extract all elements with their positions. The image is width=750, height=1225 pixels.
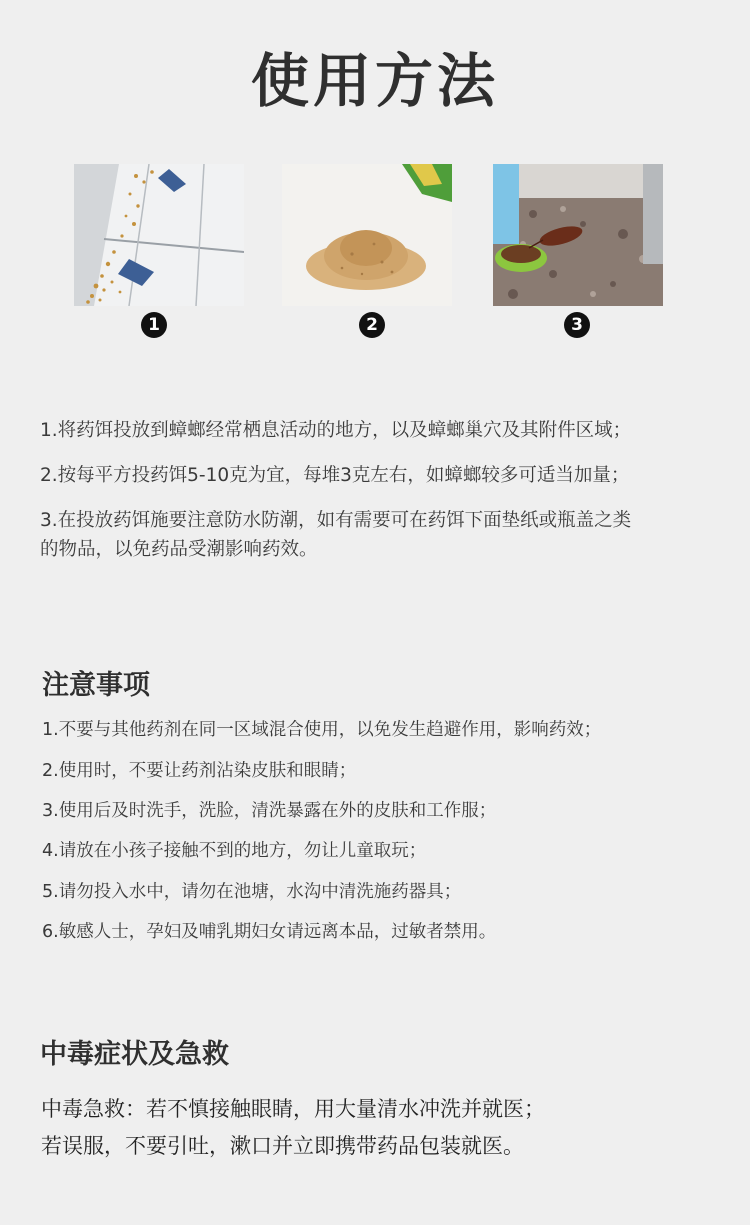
step-badge-2: 2 bbox=[359, 312, 385, 338]
usage-step-3-continued: 的物品，以免药品受潮影响药效。 bbox=[40, 539, 318, 560]
first-aid-heading: 中毒症状及急救 bbox=[40, 1039, 229, 1070]
precautions-heading: 注意事项 bbox=[42, 670, 150, 701]
usage-step-1: 1.将药饵投放到蟑螂经常栖息活动的地方，以及蟑螂巢穴及其附件区域； bbox=[40, 420, 632, 441]
usage-step-2: 2.按每平方投药饵5-10克为宜，每堆3克左右，如蟑螂较多可适当加量； bbox=[40, 465, 630, 486]
first-aid-line-1: 中毒急救：若不慎接触眼睛，用大量清水冲洗并就医； bbox=[41, 1097, 545, 1121]
precaution-item-6: 6.敏感人士，孕妇及哺乳期妇女请远离本品，过敏者禁用。 bbox=[42, 922, 497, 942]
precaution-item-4: 4.请放在小孩子接触不到的地方，勿让儿童取玩； bbox=[42, 841, 427, 861]
photo-tile-corner-bait bbox=[74, 164, 244, 306]
precaution-item-2: 2.使用时，不要让药剂沾染皮肤和眼睛； bbox=[42, 761, 357, 781]
precaution-item-3: 3.使用后及时洗手，洗脸，清洗暴露在外的皮肤和工作服； bbox=[42, 801, 497, 821]
step-badge-3: 3 bbox=[564, 312, 590, 338]
photo-bait-powder-pile bbox=[282, 164, 452, 306]
usage-step-3: 3.在投放药饵施要注意防水防潮，如有需要可在药饵下面垫纸或瓶盖之类 bbox=[40, 510, 632, 531]
first-aid-line-2: 若误服，不要引吐，漱口并立即携带药品包装就医。 bbox=[41, 1134, 524, 1158]
page-title: 使用方法 bbox=[250, 47, 499, 115]
precaution-item-5: 5.请勿投入水中，请勿在池塘，水沟中清洗施药器具； bbox=[42, 882, 462, 902]
step-badge-1: 1 bbox=[141, 312, 167, 338]
precaution-item-1: 1.不要与其他药剂在同一区域混合使用，以免发生趋避作用，影响药效； bbox=[42, 720, 602, 740]
photo-bait-cup-cockroach bbox=[493, 164, 663, 306]
